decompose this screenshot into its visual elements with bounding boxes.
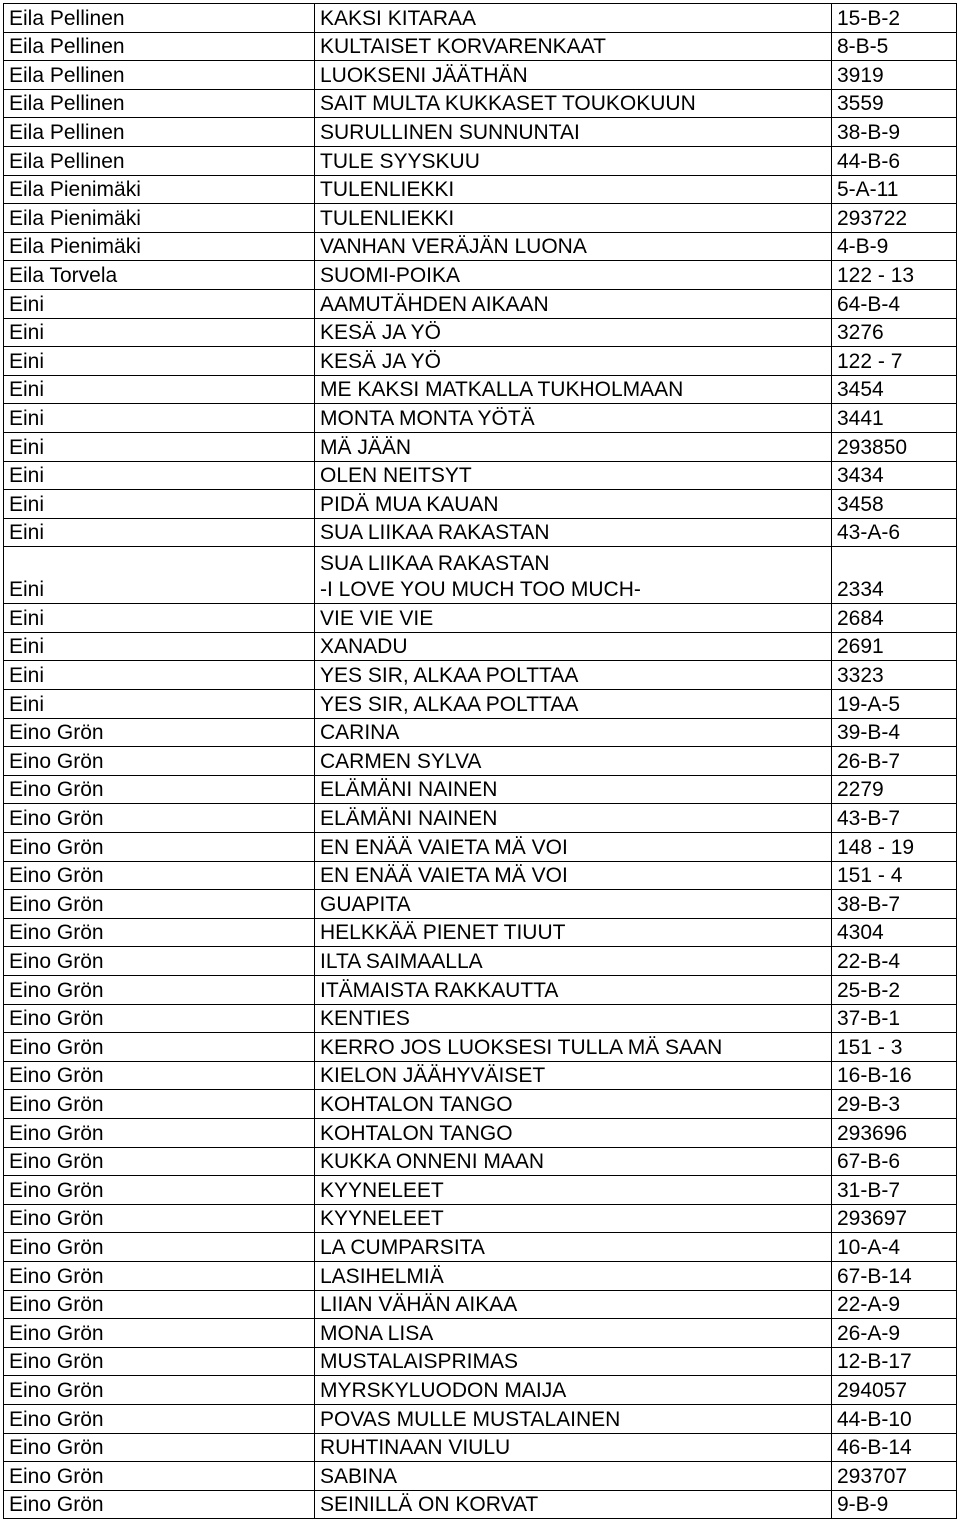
artist-cell: Eino Grön (4, 1233, 315, 1262)
artist-cell: Eini (4, 318, 315, 347)
code-cell: 2684 (832, 604, 957, 633)
title-cell: KENTIES (315, 1004, 832, 1033)
title-cell: SUA LIIKAA RAKASTAN (315, 518, 832, 547)
code-cell: 67-B-6 (832, 1147, 957, 1176)
artist-cell: Eini (4, 461, 315, 490)
code-cell: 25-B-2 (832, 976, 957, 1005)
artist-cell: Eila Pellinen (4, 146, 315, 175)
table-row (4, 1261, 957, 1290)
table-row (4, 4, 957, 33)
code-cell: 4-B-9 (832, 232, 957, 261)
code-cell: 3559 (832, 89, 957, 118)
title-cell: TULENLIEKKI (315, 175, 832, 204)
title-cell: VIE VIE VIE (315, 604, 832, 633)
table-row (4, 1004, 957, 1033)
title-cell: KESÄ JA YÖ (315, 318, 832, 347)
artist-cell: Eino Grön (4, 947, 315, 976)
artist-cell: Eini (4, 690, 315, 719)
table-row (4, 890, 957, 919)
table-row (4, 232, 957, 261)
table-row (4, 690, 957, 719)
title-cell: KYYNELEET (315, 1176, 832, 1205)
table-row (4, 1118, 957, 1147)
title-cell: EN ENÄÄ VAIETA MÄ VOI (315, 861, 832, 890)
artist-cell: Eino Grön (4, 1004, 315, 1033)
title-line: SUA LIIKAA RAKASTAN (320, 552, 550, 576)
code-cell: 151 - 4 (832, 861, 957, 890)
title-line-2: -I LOVE YOU MUCH TOO MUCH- (320, 578, 641, 602)
table-row (4, 947, 957, 976)
artist-cell: Eino Grön (4, 1204, 315, 1233)
table-row (4, 32, 957, 61)
code-cell: 46-B-14 (832, 1433, 957, 1462)
artist-cell: Eino Grön (4, 718, 315, 747)
artist-cell: Eila Pellinen (4, 32, 315, 61)
title-cell: LA CUMPARSITA (315, 1233, 832, 1262)
table-row (4, 461, 957, 490)
code-cell: 3276 (832, 318, 957, 347)
title-cell: MUSTALAISPRIMAS (315, 1347, 832, 1376)
table-row (4, 604, 957, 633)
code-cell: 67-B-14 (832, 1261, 957, 1290)
artist-cell: Eini (4, 518, 315, 547)
code-cell: 16-B-16 (832, 1061, 957, 1090)
artist-cell: Eini (4, 347, 315, 376)
table-row (4, 833, 957, 862)
artist-cell: Eini (4, 632, 315, 661)
table-row (4, 89, 957, 118)
artist-cell: Eini (4, 604, 315, 633)
table-row (4, 1033, 957, 1062)
code-cell: 293697 (832, 1204, 957, 1233)
table-row (4, 1462, 957, 1491)
title-cell: ME KAKSI MATKALLA TUKHOLMAAN (315, 375, 832, 404)
code-cell: 64-B-4 (832, 289, 957, 318)
table-row (4, 1319, 957, 1348)
artist-cell: Eino Grön (4, 1347, 315, 1376)
title-cell: KUKKA ONNENI MAAN (315, 1147, 832, 1176)
artist-cell: Eino Grön (4, 1118, 315, 1147)
song-table (3, 3, 957, 1519)
artist-cell: Eino Grön (4, 1319, 315, 1348)
title-cell: KERRO JOS LUOKSESI TULLA MÄ SAAN (315, 1033, 832, 1062)
artist-cell: Eino Grön (4, 833, 315, 862)
table-row (4, 1061, 957, 1090)
table-row (4, 518, 957, 547)
artist-cell: Eino Grön (4, 1147, 315, 1176)
artist-cell: Eino Grön (4, 1176, 315, 1205)
title-cell: POVAS MULLE MUSTALAINEN (315, 1404, 832, 1433)
title-cell: EN ENÄÄ VAIETA MÄ VOI (315, 833, 832, 862)
title-cell: TULE SYYSKUU (315, 146, 832, 175)
code-cell: 3323 (832, 661, 957, 690)
table-row (4, 718, 957, 747)
code-cell: 3434 (832, 461, 957, 490)
code-cell: 37-B-1 (832, 1004, 957, 1033)
code-cell: 2691 (832, 632, 957, 661)
title-cell: ELÄMÄNI NAINEN (315, 775, 832, 804)
title-cell: ILTA SAIMAALLA (315, 947, 832, 976)
title-cell: VANHAN VERÄJÄN LUONA (315, 232, 832, 261)
artist-cell: Eino Grön (4, 1261, 315, 1290)
title-cell: MYRSKYLUODON MAIJA (315, 1376, 832, 1405)
title-cell: KIELON JÄÄHYVÄISET (315, 1061, 832, 1090)
artist-cell: Eino Grön (4, 1090, 315, 1119)
table-row (4, 1376, 957, 1405)
table-row (4, 1176, 957, 1205)
artist-cell: Eino Grön (4, 775, 315, 804)
table-row (4, 1490, 957, 1519)
code-cell: 38-B-7 (832, 890, 957, 919)
table-row (4, 347, 957, 376)
code-cell: 19-A-5 (832, 690, 957, 719)
title-cell: YES SIR, ALKAA POLTTAA (315, 690, 832, 719)
code-cell: 39-B-4 (832, 718, 957, 747)
artist-cell: Eino Grön (4, 747, 315, 776)
artist-cell: Eini (4, 289, 315, 318)
title-cell: GUAPITA (315, 890, 832, 919)
artist-cell: Eila Pellinen (4, 4, 315, 33)
title-cell: KESÄ JA YÖ (315, 347, 832, 376)
title-cell: KOHTALON TANGO (315, 1118, 832, 1147)
code-cell: 2279 (832, 775, 957, 804)
code-cell: 5-A-11 (832, 175, 957, 204)
title-cell: HELKKÄÄ PIENET TIUUT (315, 918, 832, 947)
title-cell: SABINA (315, 1462, 832, 1491)
title-cell: KAKSI KITARAA (315, 4, 832, 33)
code-cell: 26-B-7 (832, 747, 957, 776)
title-cell: SEINILLÄ ON KORVAT (315, 1490, 832, 1519)
artist-cell: Eila Pellinen (4, 89, 315, 118)
title-cell: XANADU (315, 632, 832, 661)
code-cell: 294057 (832, 1376, 957, 1405)
code-cell: 10-A-4 (832, 1233, 957, 1262)
title-cell: CARMEN SYLVA (315, 747, 832, 776)
code-cell: 31-B-7 (832, 1176, 957, 1205)
table-row (4, 861, 957, 890)
code-cell: 4304 (832, 918, 957, 947)
artist-cell: Eino Grön (4, 1490, 315, 1519)
artist-cell: Eino Grön (4, 804, 315, 833)
table-row (4, 804, 957, 833)
table-row (4, 118, 957, 147)
artist-cell: Eino Grön (4, 1033, 315, 1062)
code-cell: 3441 (832, 404, 957, 433)
table-row (4, 1433, 957, 1462)
artist-cell: Eino Grön (4, 1462, 315, 1491)
artist-cell: Eini (4, 661, 315, 690)
title-cell: LIIAN VÄHÄN AIKAA (315, 1290, 832, 1319)
table-row (4, 175, 957, 204)
title-cell: KULTAISET KORVARENKAAT (315, 32, 832, 61)
title-cell: KYYNELEET (315, 1204, 832, 1233)
table-row (4, 661, 957, 690)
title-cell: OLEN NEITSYT (315, 461, 832, 490)
title-cell: CARINA (315, 718, 832, 747)
code-cell: 22-B-4 (832, 947, 957, 976)
code-cell: 293696 (832, 1118, 957, 1147)
artist-cell: Eini (4, 432, 315, 461)
code-cell: 29-B-3 (832, 1090, 957, 1119)
code-cell: 3454 (832, 375, 957, 404)
code-cell: 8-B-5 (832, 32, 957, 61)
table-row (4, 61, 957, 90)
table-row (4, 976, 957, 1005)
artist-cell: Eino Grön (4, 918, 315, 947)
code-cell: 15-B-2 (832, 4, 957, 33)
table-row (4, 1347, 957, 1376)
code-cell: 293707 (832, 1462, 957, 1491)
table-row (4, 375, 957, 404)
code-cell: 22-A-9 (832, 1290, 957, 1319)
table-row (4, 261, 957, 290)
artist-cell: Eila Pienimäki (4, 204, 315, 233)
table-row (4, 1404, 957, 1433)
title-cell (315, 547, 832, 604)
table-row (4, 1204, 957, 1233)
code-cell: 3919 (832, 61, 957, 90)
artist-cell: Eila Pellinen (4, 118, 315, 147)
code-cell: 26-A-9 (832, 1319, 957, 1348)
table-row (4, 918, 957, 947)
code-cell: 122 - 13 (832, 261, 957, 290)
song-table-body (4, 4, 957, 1519)
artist-cell: Eini (4, 547, 315, 604)
artist-cell: Eini (4, 404, 315, 433)
artist-cell: Eini (4, 490, 315, 519)
title-cell: AAMUTÄHDEN AIKAAN (315, 289, 832, 318)
artist-cell: Eino Grön (4, 976, 315, 1005)
title-cell: MONTA MONTA YÖTÄ (315, 404, 832, 433)
title-cell: KOHTALON TANGO (315, 1090, 832, 1119)
table-row (4, 490, 957, 519)
artist-cell: Eino Grön (4, 1061, 315, 1090)
table-row (4, 747, 957, 776)
table-row (4, 204, 957, 233)
code-cell: 3458 (832, 490, 957, 519)
table-row (4, 775, 957, 804)
artist-cell: Eino Grön (4, 1433, 315, 1462)
artist-cell: Eino Grön (4, 1376, 315, 1405)
table-row (4, 1147, 957, 1176)
artist-cell: Eila Pellinen (4, 61, 315, 90)
artist-cell: Eino Grön (4, 890, 315, 919)
code-cell: 151 - 3 (832, 1033, 957, 1062)
code-cell: 2334 (832, 547, 957, 604)
title-cell: SURULLINEN SUNNUNTAI (315, 118, 832, 147)
table-row (4, 289, 957, 318)
artist-cell: Eino Grön (4, 1404, 315, 1433)
table-row (4, 547, 957, 604)
title-cell: LUOKSENI JÄÄTHÄN (315, 61, 832, 90)
code-cell: 293722 (832, 204, 957, 233)
title-cell: LASIHELMIÄ (315, 1261, 832, 1290)
code-cell: 43-A-6 (832, 518, 957, 547)
table-row (4, 318, 957, 347)
code-cell: 122 - 7 (832, 347, 957, 376)
artist-cell: Eila Pienimäki (4, 232, 315, 261)
title-cell: RUHTINAAN VIULU (315, 1433, 832, 1462)
title-cell: SAIT MULTA KUKKASET TOUKOKUUN (315, 89, 832, 118)
title-cell: MÄ JÄÄN (315, 432, 832, 461)
artist-cell: Eino Grön (4, 861, 315, 890)
code-cell: 9-B-9 (832, 1490, 957, 1519)
code-cell: 43-B-7 (832, 804, 957, 833)
table-row (4, 1290, 957, 1319)
code-cell: 44-B-6 (832, 146, 957, 175)
table-row (4, 632, 957, 661)
title-cell: ITÄMAISTA RAKKAUTTA (315, 976, 832, 1005)
code-cell: 38-B-9 (832, 118, 957, 147)
artist-cell: Eino Grön (4, 1290, 315, 1319)
artist-cell: Eini (4, 375, 315, 404)
artist-cell: Eila Pienimäki (4, 175, 315, 204)
code-cell: 44-B-10 (832, 1404, 957, 1433)
code-cell: 293850 (832, 432, 957, 461)
table-row (4, 404, 957, 433)
title-cell: YES SIR, ALKAA POLTTAA (315, 661, 832, 690)
code-cell: 12-B-17 (832, 1347, 957, 1376)
code-cell: 148 - 19 (832, 833, 957, 862)
title-cell: ELÄMÄNI NAINEN (315, 804, 832, 833)
title-cell: SUOMI-POIKA (315, 261, 832, 290)
table-row (4, 432, 957, 461)
title-cell: MONA LISA (315, 1319, 832, 1348)
title-cell: TULENLIEKKI (315, 204, 832, 233)
artist-cell: Eila Torvela (4, 261, 315, 290)
table-row (4, 1233, 957, 1262)
title-cell: PIDÄ MUA KAUAN (315, 490, 832, 519)
table-row (4, 146, 957, 175)
table-row (4, 1090, 957, 1119)
